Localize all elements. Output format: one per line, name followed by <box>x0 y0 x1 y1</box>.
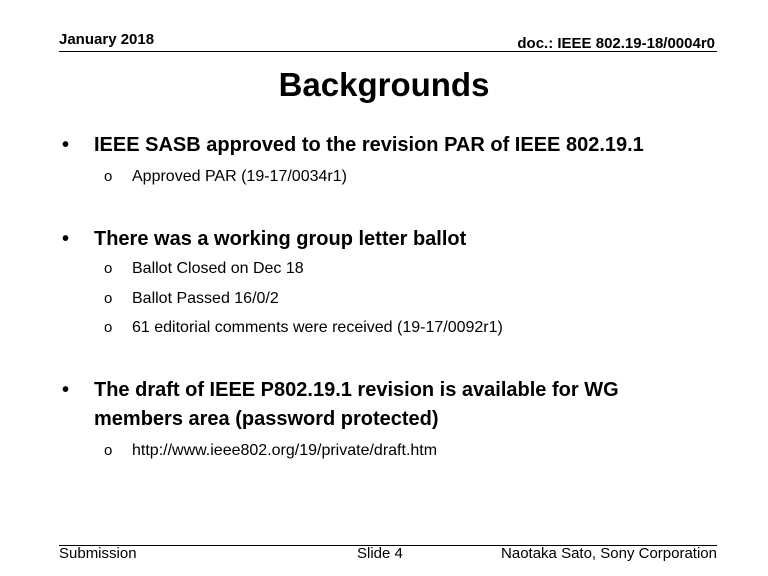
sub-bullet-marker: o <box>104 260 113 277</box>
header-date: January 2018 <box>59 31 155 48</box>
bullet-text-line-1: The draft of IEEE P802.19.1 revision is available for WG <box>94 379 619 401</box>
sub-item-text: Ballot Passed 16/0/2 <box>132 290 279 307</box>
sub-bullet-marker: o <box>104 319 113 336</box>
sub-bullet-marker: o <box>104 290 113 307</box>
sub-item-text: 61 editorial comments were received (19-17/0092r1) <box>132 319 503 336</box>
bullet-text: IEEE SASB approved to the revision PAR of IEEE 802.19.1 <box>94 134 644 156</box>
sub-item-text: Approved PAR (19-17/0034r1) <box>132 168 347 185</box>
bullet-text: There was a working group letter ballot <box>94 228 467 250</box>
bullet-dot: • <box>62 379 70 401</box>
header-doc-id: doc.: IEEE 802.19-18/0004r0 <box>517 35 715 52</box>
footer-author: Naotaka Sato, Sony Corporation <box>501 545 717 562</box>
header-divider <box>59 51 717 52</box>
slide-title: Backgrounds <box>278 66 490 103</box>
bullet-text-line-2: members area (password protected) <box>94 408 439 430</box>
sub-item-text: Ballot Closed on Dec 18 <box>132 260 304 277</box>
footer-submission: Submission <box>59 545 137 562</box>
sub-bullet-marker: o <box>104 168 113 185</box>
sub-bullet-marker: o <box>104 442 113 459</box>
bullet-dot: • <box>62 134 70 156</box>
footer-slide-number: Slide 4 <box>357 545 403 562</box>
bullet-dot: • <box>62 228 70 250</box>
draft-link[interactable]: http://www.ieee802.org/19/private/draft.htm <box>132 442 438 459</box>
